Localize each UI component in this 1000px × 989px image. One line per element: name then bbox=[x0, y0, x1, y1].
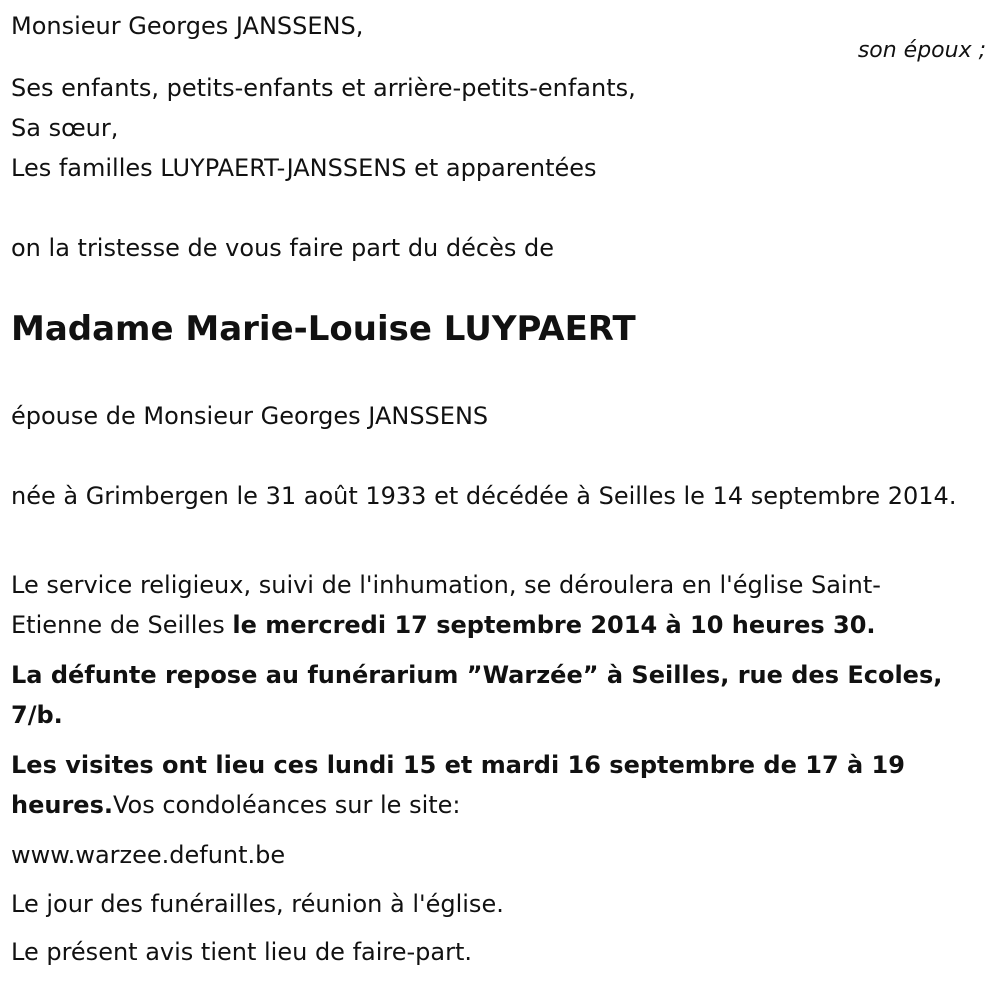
website-link[interactable]: www.warzee.defunt.be bbox=[11, 841, 286, 869]
service-date: le mercredi 17 septembre 2014 à 10 heures 30. bbox=[232, 611, 876, 639]
visits-paragraph bbox=[11, 745, 971, 825]
closing-text: Le présent avis tient lieu de faire-part. bbox=[11, 938, 473, 966]
deceased-name: Madame Marie-Louise LUYPAERT bbox=[11, 309, 636, 349]
family-line-families: Les familles LUYPAERT-JANSSENS et apparentées bbox=[11, 154, 597, 182]
birth-death-text: née à Grimbergen le 31 août 1933 et décédée à Seilles le 14 septembre 2014. bbox=[11, 482, 957, 510]
announcement-text: on la tristesse de vous faire part du décès de bbox=[11, 234, 554, 262]
husband-role: son époux ; bbox=[857, 38, 986, 63]
spouse-line: épouse de Monsieur Georges JANSSENS bbox=[11, 402, 489, 430]
service-paragraph bbox=[11, 565, 971, 645]
condolences-text: Vos condoléances sur le site: bbox=[112, 791, 461, 819]
visits-text: Les visites ont lieu ces lundi 15 et mardi 16 septembre de 17 à 19 heures. bbox=[11, 751, 905, 819]
family-line-sister: Sa sœur, bbox=[11, 114, 119, 142]
husband-line: Monsieur Georges JANSSENS, bbox=[11, 12, 364, 40]
funeral-day-text: Le jour des funérailles, réunion à l'église. bbox=[11, 890, 504, 918]
family-line-children: Ses enfants, petits-enfants et arrière-petits-enfants, bbox=[11, 74, 636, 102]
rest-place-text: La défunte repose au funérarium ”Warzée” à Seilles, rue des Ecoles, 7/b. bbox=[11, 661, 943, 729]
service-text: Le service religieux, suivi de l'inhumation, se déroulera en l'église Saint-Etienne de Seilles bbox=[11, 571, 881, 639]
